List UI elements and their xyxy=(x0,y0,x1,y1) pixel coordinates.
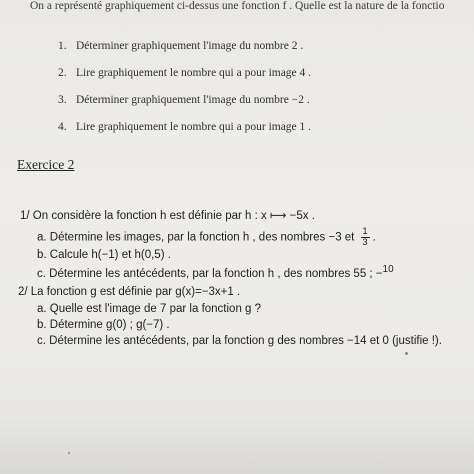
item-number: 3. xyxy=(58,94,67,106)
page-shadow xyxy=(0,414,474,474)
exercise-line-2 xyxy=(37,227,376,248)
intro-text: On a représenté graphiquement ci-dessus une fonction f . Quelle est la nature de la fonctio xyxy=(30,0,445,12)
exercise-line-2-text: a. Détermine les images, par la fonction h , des nombres −3 et xyxy=(37,231,355,244)
item-number: 2. xyxy=(58,67,67,79)
list-item xyxy=(58,94,310,106)
exercise-line-8: c. Détermine les antécédents, par la fonction g des nombres −14 et 0 (justifie !). xyxy=(37,335,442,347)
exercise-line-4-sup: 10 xyxy=(382,264,394,275)
item-text: Lire graphiquement le nombre qui a pour image 1 . xyxy=(76,121,312,133)
item-number: 1. xyxy=(58,40,67,52)
list-item xyxy=(58,40,303,52)
item-number: 4. xyxy=(58,121,67,133)
exercise-line-5: 2/ La fonction g est définie par g(x)=−3x+1 . xyxy=(18,286,241,298)
fraction-numerator: 1 xyxy=(362,226,368,237)
item-text: Déterminer graphiquement l'image du nombre 2 . xyxy=(76,40,304,52)
exercise-title: Exercice 2 xyxy=(17,157,75,172)
exercise-line-4 xyxy=(37,264,394,280)
exercise-line-7: b. Détermine g(0) ; g(−7) . xyxy=(37,319,170,331)
exercise-line-1: 1/ On considère la fonction h est définie par h : x ⟼ −5x . xyxy=(20,210,315,222)
paper-speck xyxy=(405,352,408,355)
list-item xyxy=(58,121,311,133)
exercise-line-3: b. Calcule h(−1) et h(0,5) . xyxy=(37,249,171,261)
paper-speck xyxy=(68,452,70,454)
list-item xyxy=(58,67,311,79)
exercise-line-4-text: c. Détermine les antécédents, par la fonction h , des nombres 55 ; − xyxy=(37,268,383,280)
item-text: Lire graphiquement le nombre qui a pour image 4 . xyxy=(76,67,312,79)
exercise-line-6: a. Quelle est l'image de 7 par la fonction g ? xyxy=(37,303,262,315)
fraction-denominator: 3 xyxy=(362,237,368,248)
item-text: Déterminer graphiquement l'image du nombre −2 . xyxy=(76,94,310,106)
exercise-line-2-end: . xyxy=(372,231,376,244)
fraction xyxy=(361,227,370,248)
